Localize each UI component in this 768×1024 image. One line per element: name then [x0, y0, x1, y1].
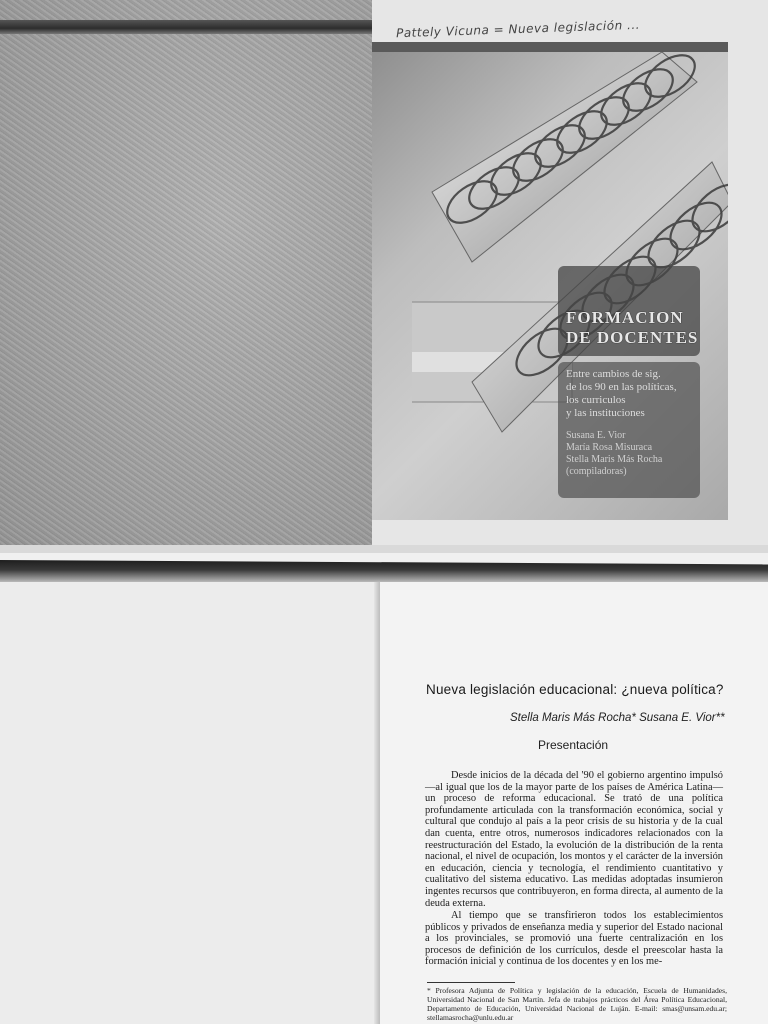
cover-subtitle-box: [558, 362, 700, 498]
section-heading: Presentación: [538, 738, 609, 752]
body-paragraph-2: Al tiempo que se transfirieron todos los establecimientos públicos y privados de enseñanza media y superior del Estado nacional a los provinciales, se promovió una fuerte centralización en los procesos de definición de los currículos, desde el preescolar hasta la formación inicial y continua de los docentes y en los me-: [425, 910, 723, 968]
top-dark-strip: [0, 20, 372, 34]
top-left-page-blank: [0, 0, 372, 545]
cover-author-2: María Rosa Misuraca: [566, 442, 653, 453]
handwritten-note: Pattely Vicuna = Nueva legislación ...: [395, 17, 641, 41]
cover-title-box: [558, 266, 700, 356]
cover-title-line-2: DE DOCENTES: [566, 328, 699, 347]
article-title: Nueva legislación educacional: ¿nueva política?: [426, 682, 724, 697]
cover-top-strip: [372, 42, 728, 52]
cover-author-4: (compiladoras): [566, 466, 627, 477]
cover-title-line-1: FORMACION: [566, 308, 684, 327]
cover-subtitle-line-2: de los 90 en las políticas,: [566, 381, 677, 393]
footnote-rule: [427, 982, 515, 983]
cover-subtitle-line-3: los curriculos: [566, 394, 626, 406]
cover-author-1: Susana E. Vior: [566, 430, 626, 441]
bottom-left-page-blank: [0, 582, 380, 1024]
footnote: * Profesora Adjunta de Política y legislación de la educación, Escuela de Humanidades, Universidad Nacional de San Martín. Jefa de trabajos prácticos del Área Política Educacional, Departamento de Educación, Universidad Nacional de Luján. E-mail: smas@unsam.edu.ar; stellamasrocha@unlu.edu.ar: [427, 986, 727, 1022]
article-authors: Stella Maris Más Rocha* Susana E. Vior**: [510, 712, 725, 724]
body-paragraph-1: Desde inicios de la década del '90 el gobierno argentino impulsó —al igual que los de la mayor parte de los países de América Latina— un proceso de reforma educacional. Se trató de una política profundamente articulada con la transformación económica, social y cultural que condujo al país a la peor crisis de su historia y de la cual dan cuenta, entre otros, numerosos indicadores relacionados con la reestructuración del Estado, la evolución de la distribución de la renta nacional, el nivel de ocupación, los montos y el carácter de la inversión en educación, ciencia y tecnología, el rendimiento cuantitativo y cualitativo del sistema educativo. Las medidas adoptadas insumieron ingentes recursos que contribuyeron, en forma directa, al aumento de la deuda externa.: [425, 770, 723, 909]
cover-subtitle-line-4: y las instituciones: [566, 407, 645, 419]
cover-subtitle-line-1: Entre cambios de sig.: [566, 368, 661, 380]
cover-author-3: Stella Maris Más Rocha: [566, 454, 663, 465]
